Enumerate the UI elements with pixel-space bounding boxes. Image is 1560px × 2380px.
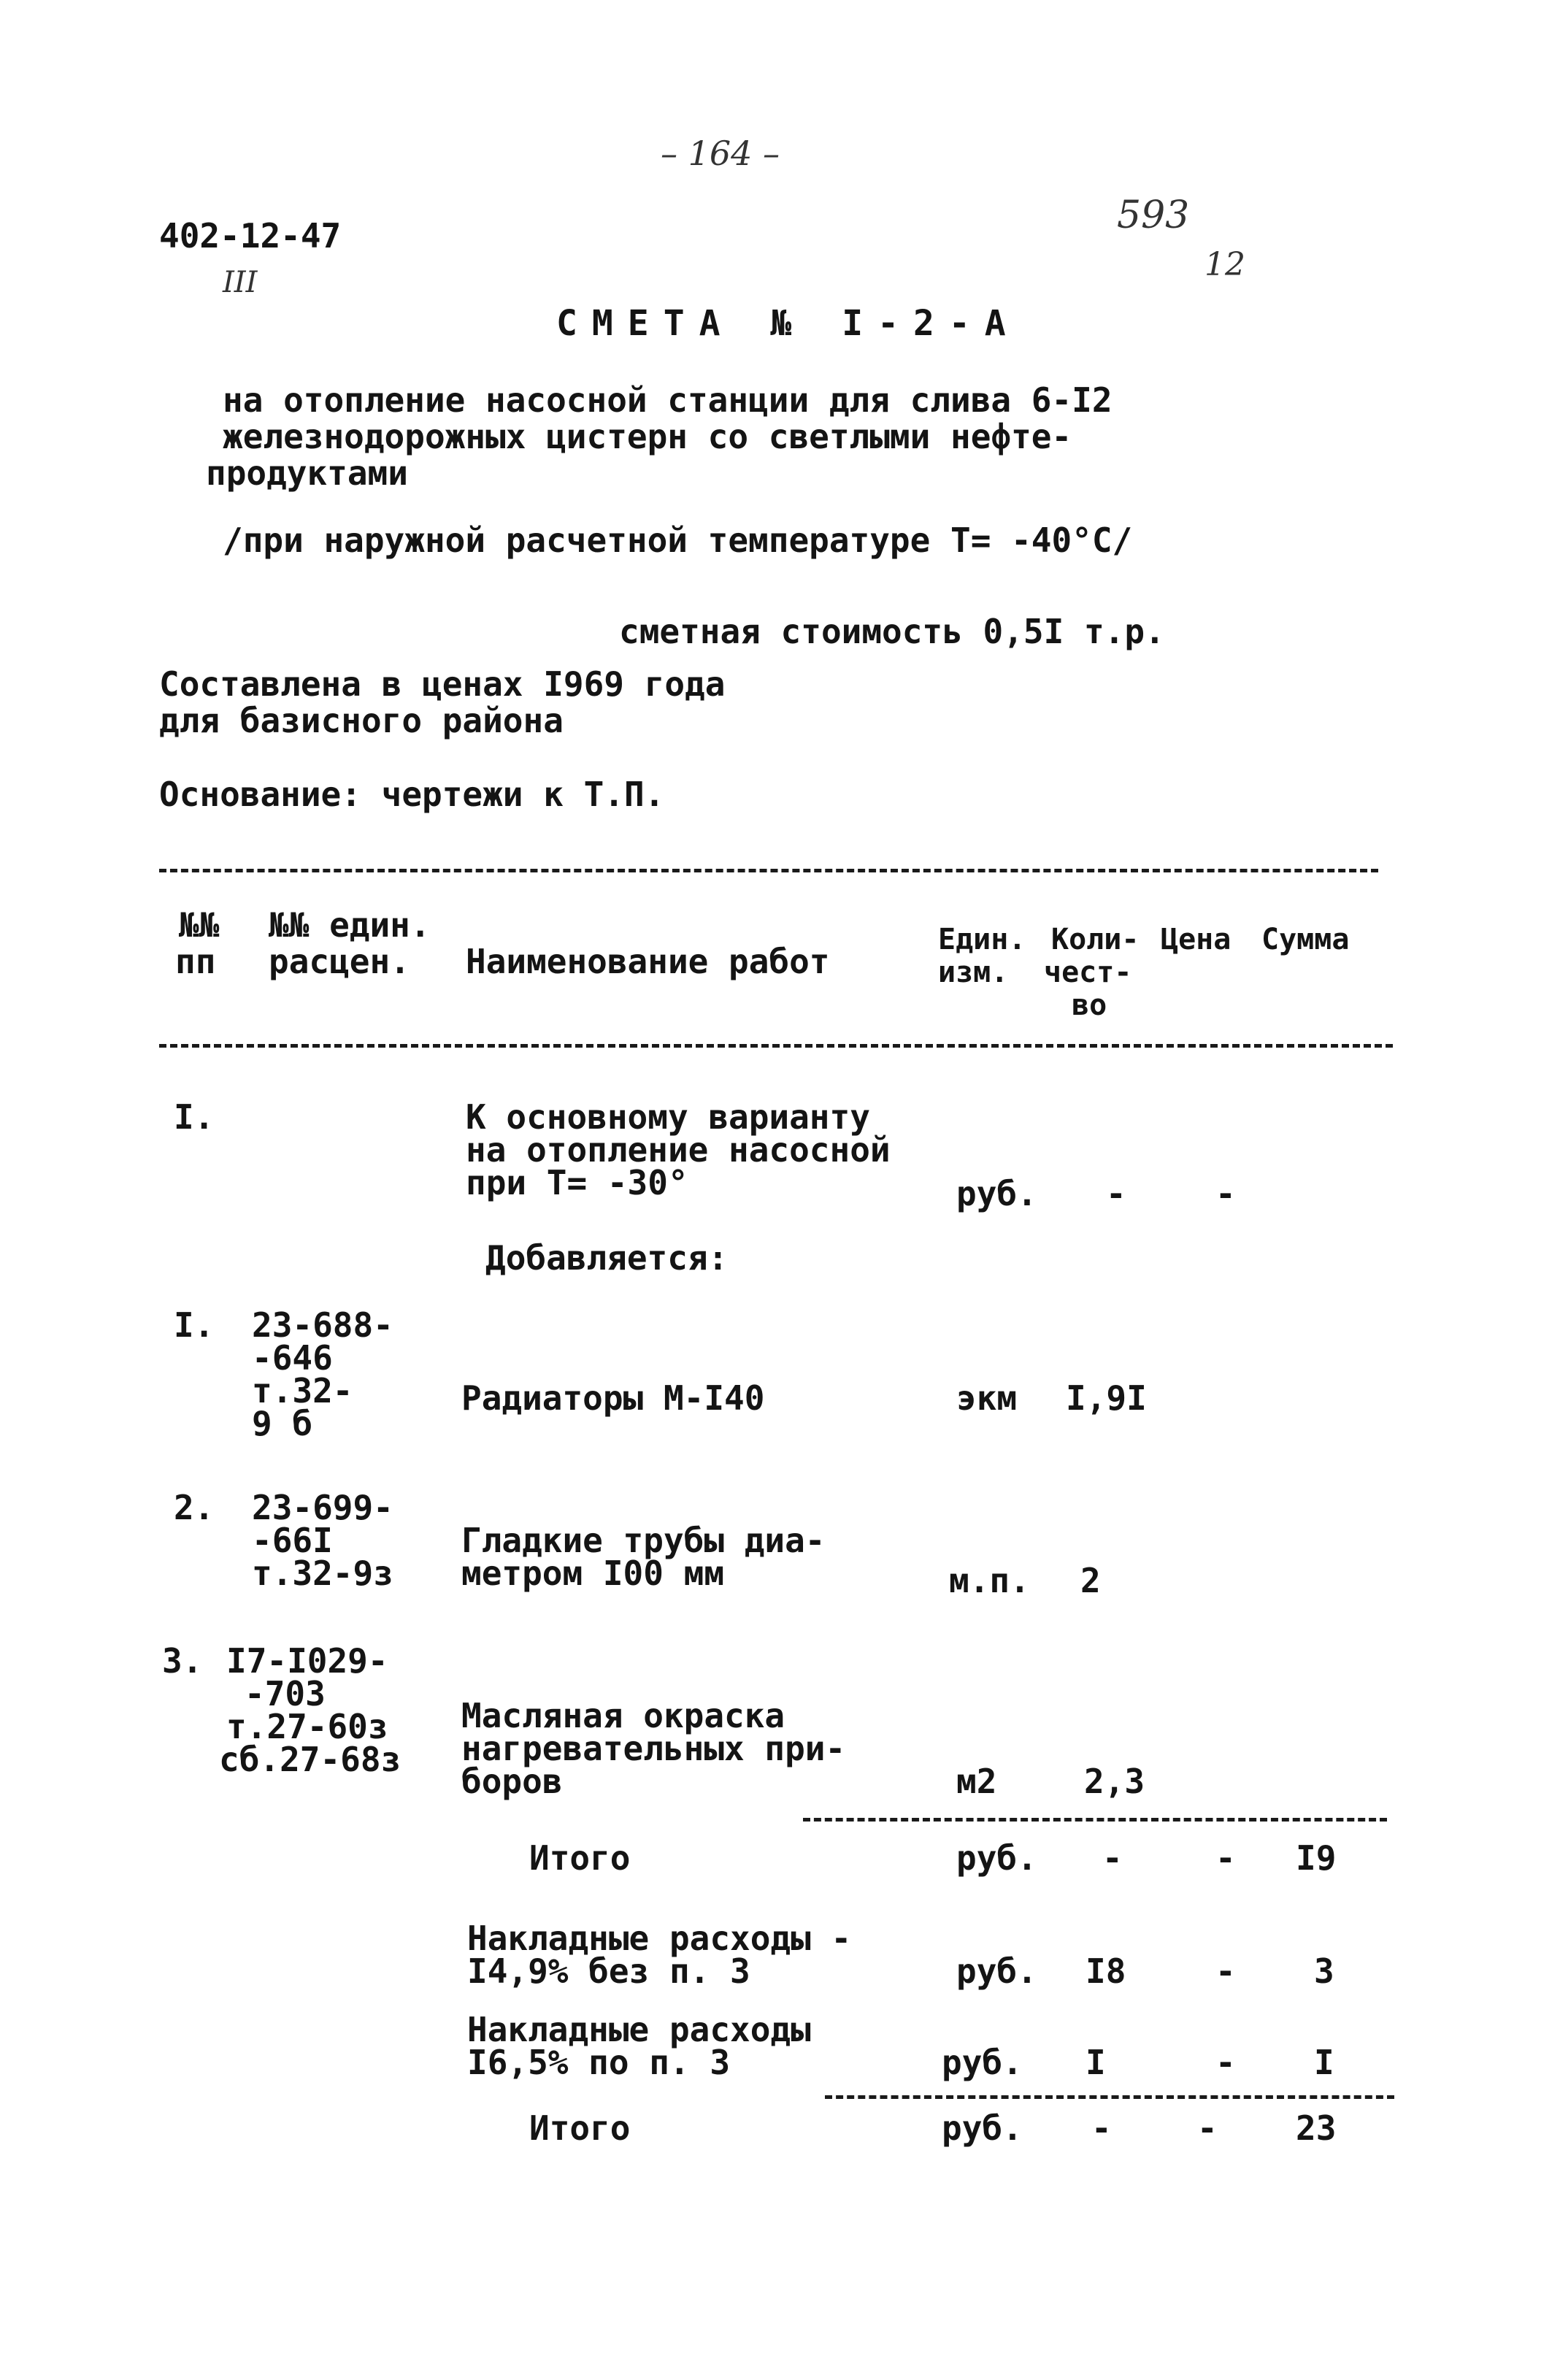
row-rate-line-4: сб.27-68з (219, 1740, 401, 1779)
overhead-quantity: I (1086, 2043, 1106, 2082)
handwritten-page-mark: 593 (1117, 193, 1190, 237)
overhead-label-line-2: I6,5% по п. 3 (467, 2043, 731, 2082)
subtotal-rule (803, 1818, 1387, 1822)
header-work-name: Наименование работ (466, 942, 830, 981)
row-rate-line-2: -646 (252, 1338, 333, 1378)
row-unit: экм (956, 1378, 1018, 1418)
header-sum: Сумма (1261, 923, 1350, 956)
overhead-sum: 3 (1314, 1951, 1334, 1991)
row-rate-line-1: I7-I029- (226, 1641, 388, 1681)
subtitle-line-1: на отопление насосной станции для слива 6-I2 (223, 380, 1113, 420)
temperature-note: /при наружной расчетной температуре Т= -40°С/ (223, 521, 1133, 560)
total-price: - (1215, 1838, 1236, 1878)
overhead-unit: руб. (956, 1951, 1037, 1991)
header-rate: №№ един. (269, 905, 431, 945)
header-number: №№ (179, 905, 220, 945)
header-bottom-rule (159, 1044, 1393, 1048)
row-name-line-1: К основному варианту (466, 1097, 870, 1137)
row-quantity: 2,3 (1084, 1762, 1145, 1801)
row-number: I. (174, 1305, 215, 1345)
overhead-label-line-1: Накладные расходы - (467, 1919, 852, 1958)
document-volume: III (223, 266, 258, 299)
row-rate-line-4: 9 б (252, 1404, 313, 1443)
header-quantity: Коли- (1051, 923, 1140, 956)
header-rate-sub: расцен. (269, 942, 410, 981)
handwritten-sheet-mark: 12 (1204, 246, 1245, 283)
row-quantity: I,9I (1066, 1378, 1147, 1418)
grand-total-sum: 23 (1296, 2108, 1337, 2148)
header-unit-sub: изм. (938, 956, 1009, 989)
table-top-rule (159, 869, 1378, 872)
total-label: Итого (529, 1838, 631, 1878)
overhead-quantity: I8 (1086, 1951, 1126, 1991)
row-name-line-2: метром I00 мм (461, 1554, 725, 1593)
header-quantity-sub: чест- (1044, 956, 1132, 989)
row-name-line-2: на отопление насосной (466, 1130, 891, 1170)
page-number: – 164 – (661, 134, 780, 173)
grand-total-unit: руб. (942, 2108, 1023, 2148)
prices-basis-line-1: Составлена в ценах I969 года (159, 664, 726, 704)
header-number-sub: пп (175, 942, 216, 981)
row-quantity: 2 (1080, 1561, 1101, 1600)
grand-total-price: - (1197, 2108, 1218, 2148)
grand-total-label: Итого (529, 2108, 631, 2148)
row-rate-line-1: 23-688- (252, 1305, 393, 1345)
overhead-unit: руб. (942, 2043, 1023, 2082)
row-name-line-1: Радиаторы М-I40 (461, 1378, 765, 1418)
row-rate-line-2: -66I (252, 1521, 333, 1560)
grand-total-quantity: - (1091, 2108, 1112, 2148)
row-rate-line-3: т.27-60з (226, 1707, 388, 1746)
row-unit: руб. (956, 1174, 1037, 1213)
row-rate-line-3: т.32-9з (252, 1554, 393, 1593)
row-unit: м.п. (949, 1561, 1030, 1600)
header-unit: Един. (938, 923, 1026, 956)
row-unit: м2 (956, 1762, 997, 1801)
row-quantity: - (1106, 1174, 1126, 1213)
header-quantity-sub2: во (1072, 989, 1107, 1022)
row-rate-line-1: 23-699- (252, 1488, 393, 1527)
subtitle-line-3: продуктами (206, 453, 408, 493)
total-unit: руб. (956, 1838, 1037, 1878)
estimated-cost: сметная стоимость 0,5I т.р. (619, 612, 1165, 651)
row-number: 3. (162, 1641, 203, 1681)
row-name-line-3: боров (461, 1762, 563, 1801)
overhead-price: - (1215, 2043, 1236, 2082)
row-name-line-2: нагревательных при- (461, 1729, 846, 1768)
overhead-label-line-2: I4,9% без п. 3 (467, 1951, 750, 1991)
row-name-line-1: Гладкие трубы диа- (461, 1521, 826, 1560)
overhead-sum: I (1314, 2043, 1334, 2082)
row-name-line-1: Масляная окраска (461, 1696, 785, 1735)
row-number: 2. (174, 1488, 215, 1527)
row-rate-line-2: -703 (245, 1674, 326, 1713)
grand-total-rule (825, 2095, 1394, 2099)
document-basis: Основание: чертежи к Т.П. (159, 775, 665, 814)
total-quantity: - (1102, 1838, 1123, 1878)
prices-basis-line-2: для базисного района (159, 701, 564, 740)
row-price: - (1215, 1174, 1236, 1213)
document-code: 402-12-47 (159, 216, 342, 256)
row-rate-line-3: т.32- (252, 1371, 353, 1410)
subtitle-line-2: железнодорожных цистерн со светлыми нефте- (223, 417, 1072, 456)
added-items-label: Добавляется: (485, 1238, 729, 1278)
header-price: Цена (1161, 923, 1232, 956)
total-sum: I9 (1296, 1838, 1337, 1878)
row-name-line-3: при Т= -30° (466, 1163, 688, 1202)
estimate-title: СМЕТА № I-2-А (556, 303, 1021, 344)
row-number: I. (174, 1097, 215, 1137)
overhead-price: - (1215, 1951, 1236, 1991)
overhead-label-line-1: Накладные расходы (467, 2010, 811, 2049)
